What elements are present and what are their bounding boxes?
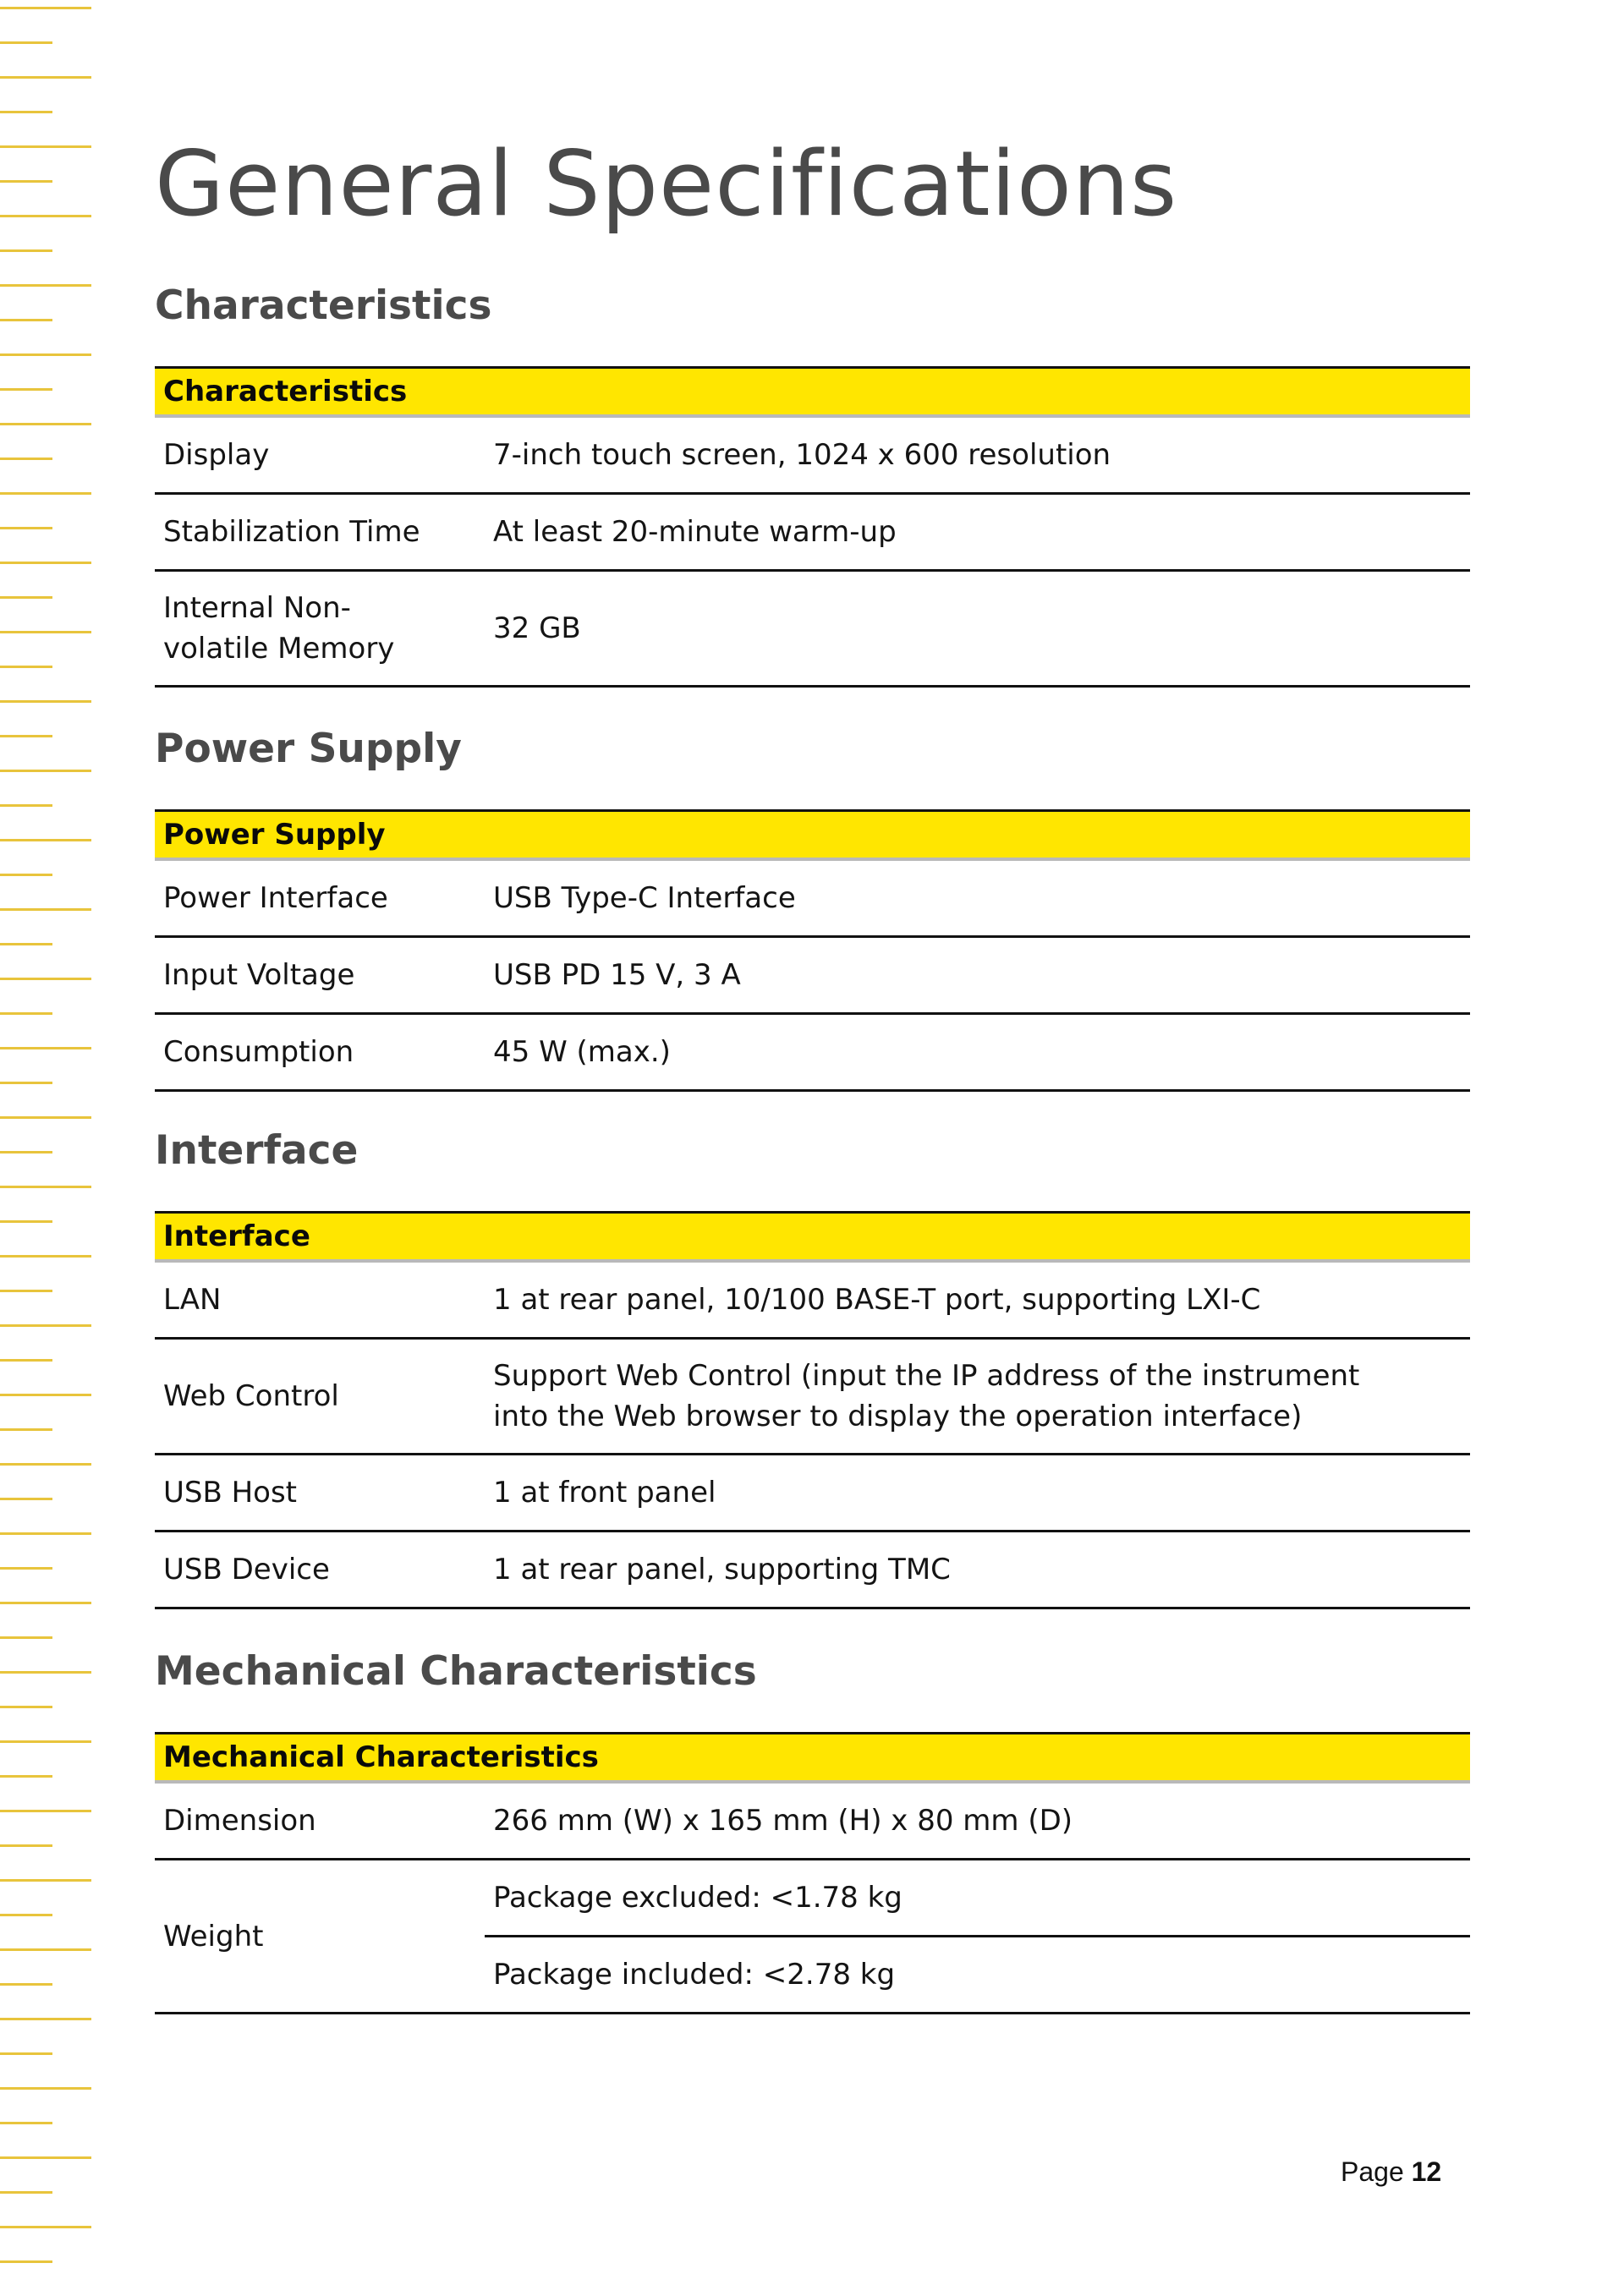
edge-line: [0, 1879, 91, 1882]
spec-label: Power Interface: [155, 859, 485, 937]
edge-line: [0, 249, 52, 252]
edge-line: [0, 284, 91, 287]
edge-line: [0, 1012, 52, 1015]
edge-line: [0, 1394, 91, 1396]
table-header-row: [155, 811, 1470, 860]
edge-line: [0, 1186, 91, 1188]
edge-line: [0, 1151, 52, 1153]
edge-line: [0, 1844, 52, 1847]
table-row: [155, 1532, 1470, 1608]
edge-line: [0, 1914, 52, 1916]
edge-line: [0, 111, 52, 113]
edge-line: [0, 1290, 52, 1292]
edge-line: [0, 2122, 52, 2124]
edge-line: [0, 41, 52, 44]
spec-label: Consumption: [155, 1014, 485, 1091]
spec-label: Internal Non-volatile Memory: [155, 571, 485, 687]
edge-line: [0, 1116, 91, 1119]
edge-line: [0, 1082, 52, 1084]
decorative-edge-lines: [0, 0, 97, 2296]
page-number: [1341, 2156, 1441, 2188]
edge-line: [0, 1359, 52, 1362]
spec-label: Display: [155, 416, 485, 494]
table-row: [155, 1339, 1470, 1455]
table-header-row: [155, 1734, 1470, 1783]
spec-value: Support Web Control (input the IP address of the instrument into the Web browser to display the operation interface): [485, 1339, 1470, 1455]
spec-value: 266 mm (W) x 165 mm (H) x 80 mm (D): [485, 1782, 1470, 1860]
table-header: Mechanical Characteristics: [155, 1734, 1470, 1783]
interface-table: [155, 1211, 1470, 1609]
spec-label: Stabilization Time: [155, 494, 485, 571]
table-row: [155, 1261, 1470, 1339]
table-row: [155, 937, 1470, 1014]
table-row: [155, 1455, 1470, 1532]
edge-line: [0, 2087, 91, 2090]
edge-line: [0, 1636, 52, 1639]
spec-label: Dimension: [155, 1782, 485, 1860]
section-interface: [155, 1127, 1470, 1609]
edge-line: [0, 804, 52, 807]
edge-line: [0, 562, 91, 564]
edge-line: [0, 215, 91, 217]
edge-line: [0, 1047, 91, 1049]
table-row: [155, 494, 1470, 571]
edge-line: [0, 596, 52, 599]
edge-line: [0, 1532, 91, 1535]
edge-line: [0, 492, 91, 495]
edge-line: [0, 1810, 91, 1812]
edge-line: [0, 1567, 52, 1570]
edge-line: [0, 2156, 91, 2159]
page-title: General Specifications: [155, 132, 1178, 236]
edge-line: [0, 319, 52, 321]
spec-value: 1 at rear panel, 10/100 BASE-T port, supporting LXI-C: [485, 1261, 1470, 1339]
section-mechanical: [155, 1648, 1470, 2014]
spec-value: USB PD 15 V, 3 A: [485, 937, 1470, 1014]
edge-line: [0, 2018, 91, 2020]
edge-line: [0, 2260, 52, 2263]
section-power-supply: [155, 726, 1470, 1092]
edge-line: [0, 1463, 91, 1466]
section-heading: Power Supply: [155, 726, 462, 772]
edge-line: [0, 839, 91, 841]
spec-value: USB Type-C Interface: [485, 859, 1470, 937]
page-number-value: 12: [1411, 2156, 1442, 2187]
edge-line: [0, 666, 52, 668]
edge-line: [0, 874, 52, 876]
edge-line: [0, 2191, 52, 2194]
section-characteristics: [155, 282, 1470, 688]
edge-line: [0, 1602, 91, 1604]
spec-value: 7-inch touch screen, 1024 x 600 resolution: [485, 416, 1470, 494]
edge-line: [0, 1671, 91, 1674]
edge-line: [0, 2226, 91, 2228]
edge-line: [0, 353, 91, 356]
table-row: [155, 859, 1470, 937]
edge-line: [0, 908, 91, 911]
table-header-row: [155, 1213, 1470, 1262]
edge-line: [0, 700, 91, 703]
edge-line: [0, 631, 91, 633]
table-row: [155, 571, 1470, 687]
table-row: [155, 1860, 1470, 1937]
characteristics-table: [155, 366, 1470, 688]
table-header: Interface: [155, 1213, 1470, 1262]
spec-value: 45 W (max.): [485, 1014, 1470, 1091]
page-label: Page: [1341, 2156, 1404, 2187]
table-header: Characteristics: [155, 368, 1470, 417]
spec-value: 32 GB: [485, 571, 1470, 687]
edge-line: [0, 1706, 52, 1708]
table-row: [155, 1782, 1470, 1860]
section-heading: Characteristics: [155, 282, 492, 329]
edge-line: [0, 1220, 52, 1223]
spec-label: Weight: [155, 1860, 485, 2014]
mechanical-table: [155, 1732, 1470, 2014]
table-header-row: [155, 368, 1470, 417]
edge-line: [0, 76, 91, 79]
edge-line: [0, 735, 52, 737]
power-supply-table: [155, 809, 1470, 1092]
section-heading: Mechanical Characteristics: [155, 1648, 757, 1695]
edge-line: [0, 7, 91, 9]
spec-label: Web Control: [155, 1339, 485, 1455]
section-heading: Interface: [155, 1127, 359, 1174]
spec-value: 1 at front panel: [485, 1455, 1470, 1532]
edge-line: [0, 1498, 52, 1500]
spec-label: Input Voltage: [155, 937, 485, 1014]
edge-line: [0, 458, 52, 460]
edge-line: [0, 978, 91, 980]
edge-line: [0, 145, 91, 148]
edge-line: [0, 180, 52, 183]
edge-line: [0, 943, 52, 945]
spec-value: At least 20-minute warm-up: [485, 494, 1470, 571]
edge-line: [0, 1428, 52, 1431]
spec-value: Package excluded: <1.78 kg: [485, 1860, 1470, 1937]
edge-line: [0, 1255, 91, 1258]
edge-line: [0, 1775, 52, 1778]
edge-line: [0, 1983, 52, 1986]
table-header: Power Supply: [155, 811, 1470, 860]
spec-label: USB Device: [155, 1532, 485, 1608]
table-row: [155, 1014, 1470, 1091]
edge-line: [0, 423, 91, 425]
edge-line: [0, 1948, 91, 1951]
edge-line: [0, 388, 52, 391]
spec-value: 1 at rear panel, supporting TMC: [485, 1532, 1470, 1608]
edge-line: [0, 2052, 52, 2055]
edge-line: [0, 527, 52, 529]
edge-line: [0, 1324, 91, 1327]
spec-value: Package included: <2.78 kg: [485, 1937, 1470, 2014]
edge-line: [0, 1740, 91, 1743]
spec-label: USB Host: [155, 1455, 485, 1532]
spec-label: LAN: [155, 1261, 485, 1339]
table-row: [155, 416, 1470, 494]
edge-line: [0, 770, 91, 772]
